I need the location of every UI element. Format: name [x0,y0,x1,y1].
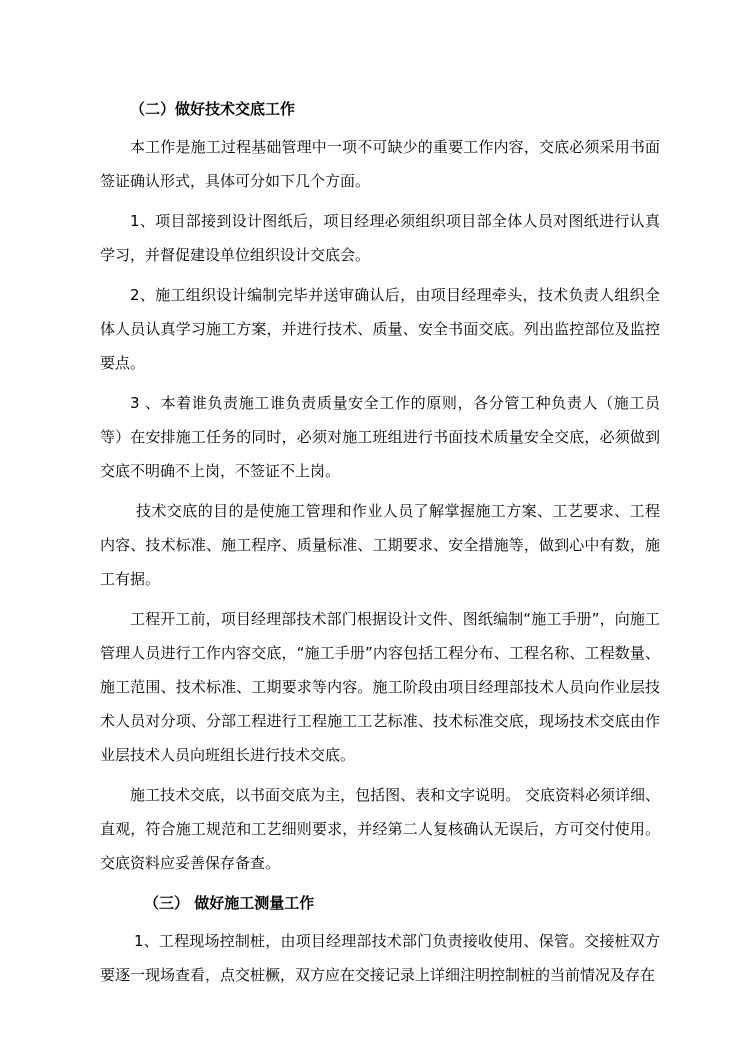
paragraph-written-briefing: 施工技术交底，以书面交底为主，包括图、表和文字说明。 交底资料必须详细、直观，符合施工规范和工艺细则要求，并经第二人复核确认无误后，方可交付使用。交底资料应妥善保存备查。 [100,786,660,872]
paragraph-briefing-purpose: 技术交底的目的是使施工管理和作业人员了解掌握施工方案、工艺要求、工程内容、技术标准、施工程序、质量标准、工期要求、安全措施等，做到心中有数，施工有据。 [100,502,660,588]
section-heading-technical-briefing: （二）做好技术交底工作 [130,100,296,118]
paragraph-item-2: 2、施工组织设计编制完毕并送审确认后，由项目经理牵头，技术负责人组织全体人员认真学习施工方案，并进行技术、质量、安全书面交底。列出监控部位及监控要点。 [100,286,660,372]
paragraph-control-stakes: 1、工程现场控制桩，由项目经理部技术部门负责接收使用、保管。交接桩双方要逐一现场查看，点交桩橛，双方应在交接记录上详细注明控制桩的当前情况及存在 [100,932,660,984]
paragraph-item-3: 3 、本着谁负责施工谁负责质量安全工作的原则，各分管工种负责人（施工员等）在安排施工任务的同时，必须对施工班组进行书面技术质量安全交底，必须做到交底不明确不上岗，不签证不上岗。 [100,394,660,480]
paragraph-item-1: 1、项目部接到设计图纸后，项目经理必须组织项目部全体人员对图纸进行认真学习，并督促建设单位组织设计交底会。 [100,212,660,264]
paragraph-construction-manual: 工程开工前，项目经理部技术部门根据设计文件、图纸编制“施工手册”，向施工管理人员进行工作内容交底，“施工手册”内容包括工程分布、工程名称、工程数量、施工范围、技术标准、工期要求等内容。施工阶段由项目经理部技术人员向作业层技术人员对分项、分部工程进行工程施工工艺标准、技术标准交底，现场技术交底由作业层技术人员向班组长进行技术交底。 [100,610,660,764]
section-heading-construction-survey: （三） 做好施工测量工作 [144,894,315,912]
document-body [100,92,660,998]
paragraph-intro: 本工作是施工过程基础管理中一项不可缺少的重要工作内容，交底必须采用书面签证确认形式，具体可分如下几个方面。 [100,138,660,190]
